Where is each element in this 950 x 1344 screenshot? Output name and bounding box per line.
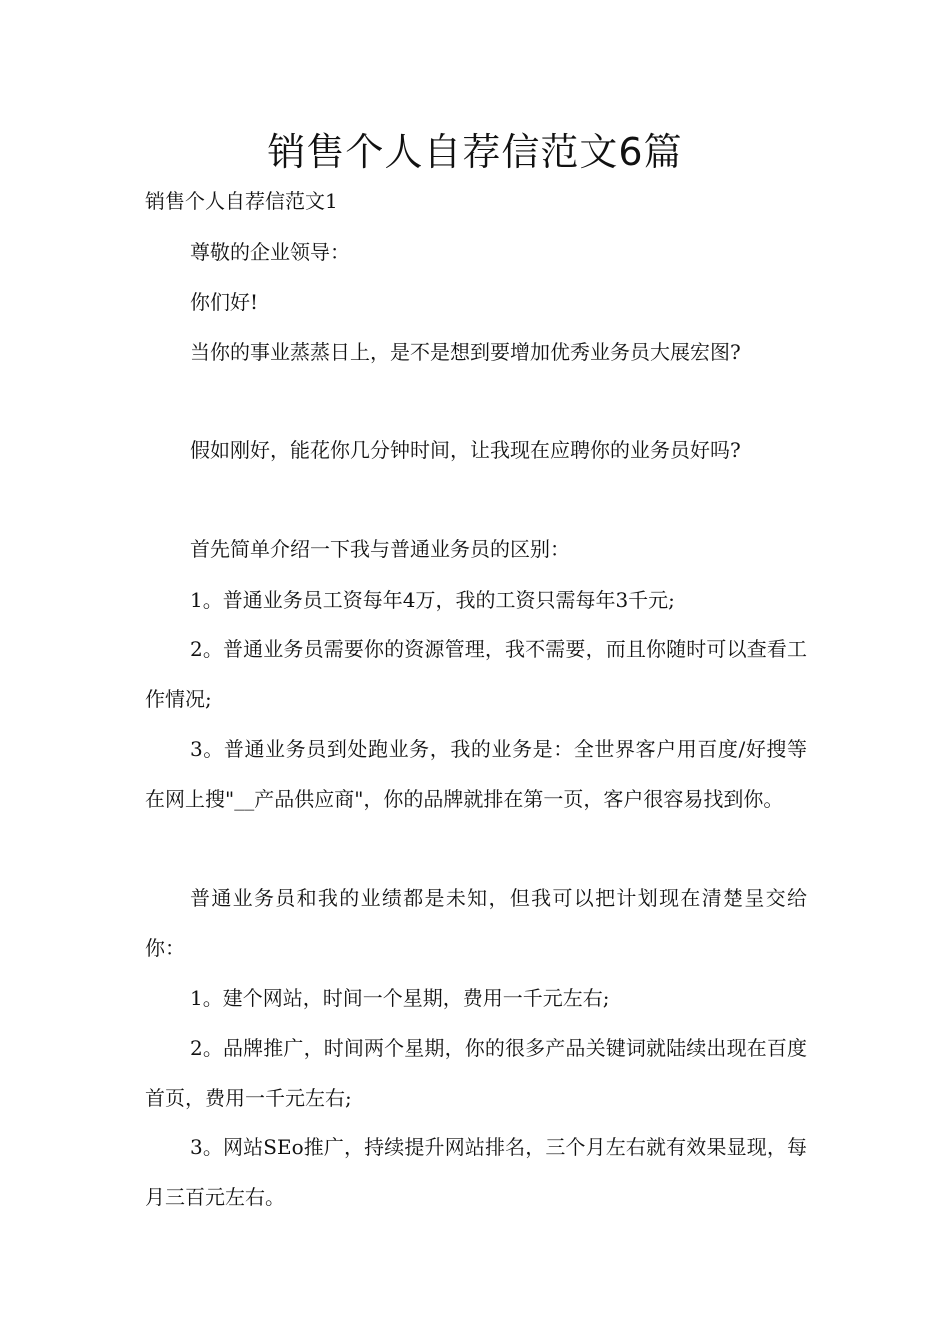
paragraph-greeting: 你们好! bbox=[190, 290, 259, 314]
paragraph-salutation: 尊敬的企业领导： bbox=[190, 240, 350, 264]
document-subtitle: 销售个人自荐信范文1 bbox=[145, 189, 338, 213]
document-title: 销售个人自荐信范文6篇 bbox=[267, 130, 683, 174]
paragraph-intro-question: 当你的事业蒸蒸日上，是不是想到要增加优秀业务员大展宏图? bbox=[190, 340, 741, 364]
paragraph-point-1: 1。普通业务员工资每年4万，我的工资只需每年3千元; bbox=[190, 588, 675, 612]
paragraph-point-3: 3。普通业务员到处跑业务，我的业务是：全世界客户用百度/好搜等在网上搜"__产品供应商"，你的品牌就排在第一页，客户很容易找到你。 bbox=[145, 737, 807, 811]
paragraph-plan-3: 3。网站SEo推广，持续提升网站排名，三个月左右就有效果显现，每月三百元左右。 bbox=[145, 1135, 807, 1209]
paragraph-plan-2: 2。品牌推广，时间两个星期，你的很多产品关键词就陆续出现在百度首页，费用一千元左右; bbox=[145, 1036, 807, 1110]
paragraph-plan-1: 1。建个网站，时间一个星期，费用一千元左右; bbox=[190, 986, 610, 1010]
paragraph-request: 假如刚好，能花你几分钟时间，让我现在应聘你的业务员好吗? bbox=[190, 438, 741, 462]
paragraph-plan-intro: 普通业务员和我的业绩都是未知，但我可以把计划现在清楚呈交给你： bbox=[145, 886, 807, 960]
paragraph-comparison-intro: 首先简单介绍一下我与普通业务员的区别： bbox=[190, 537, 570, 561]
paragraph-point-2: 2。普通业务员需要你的资源管理，我不需要，而且你随时可以查看工作情况; bbox=[145, 637, 807, 711]
